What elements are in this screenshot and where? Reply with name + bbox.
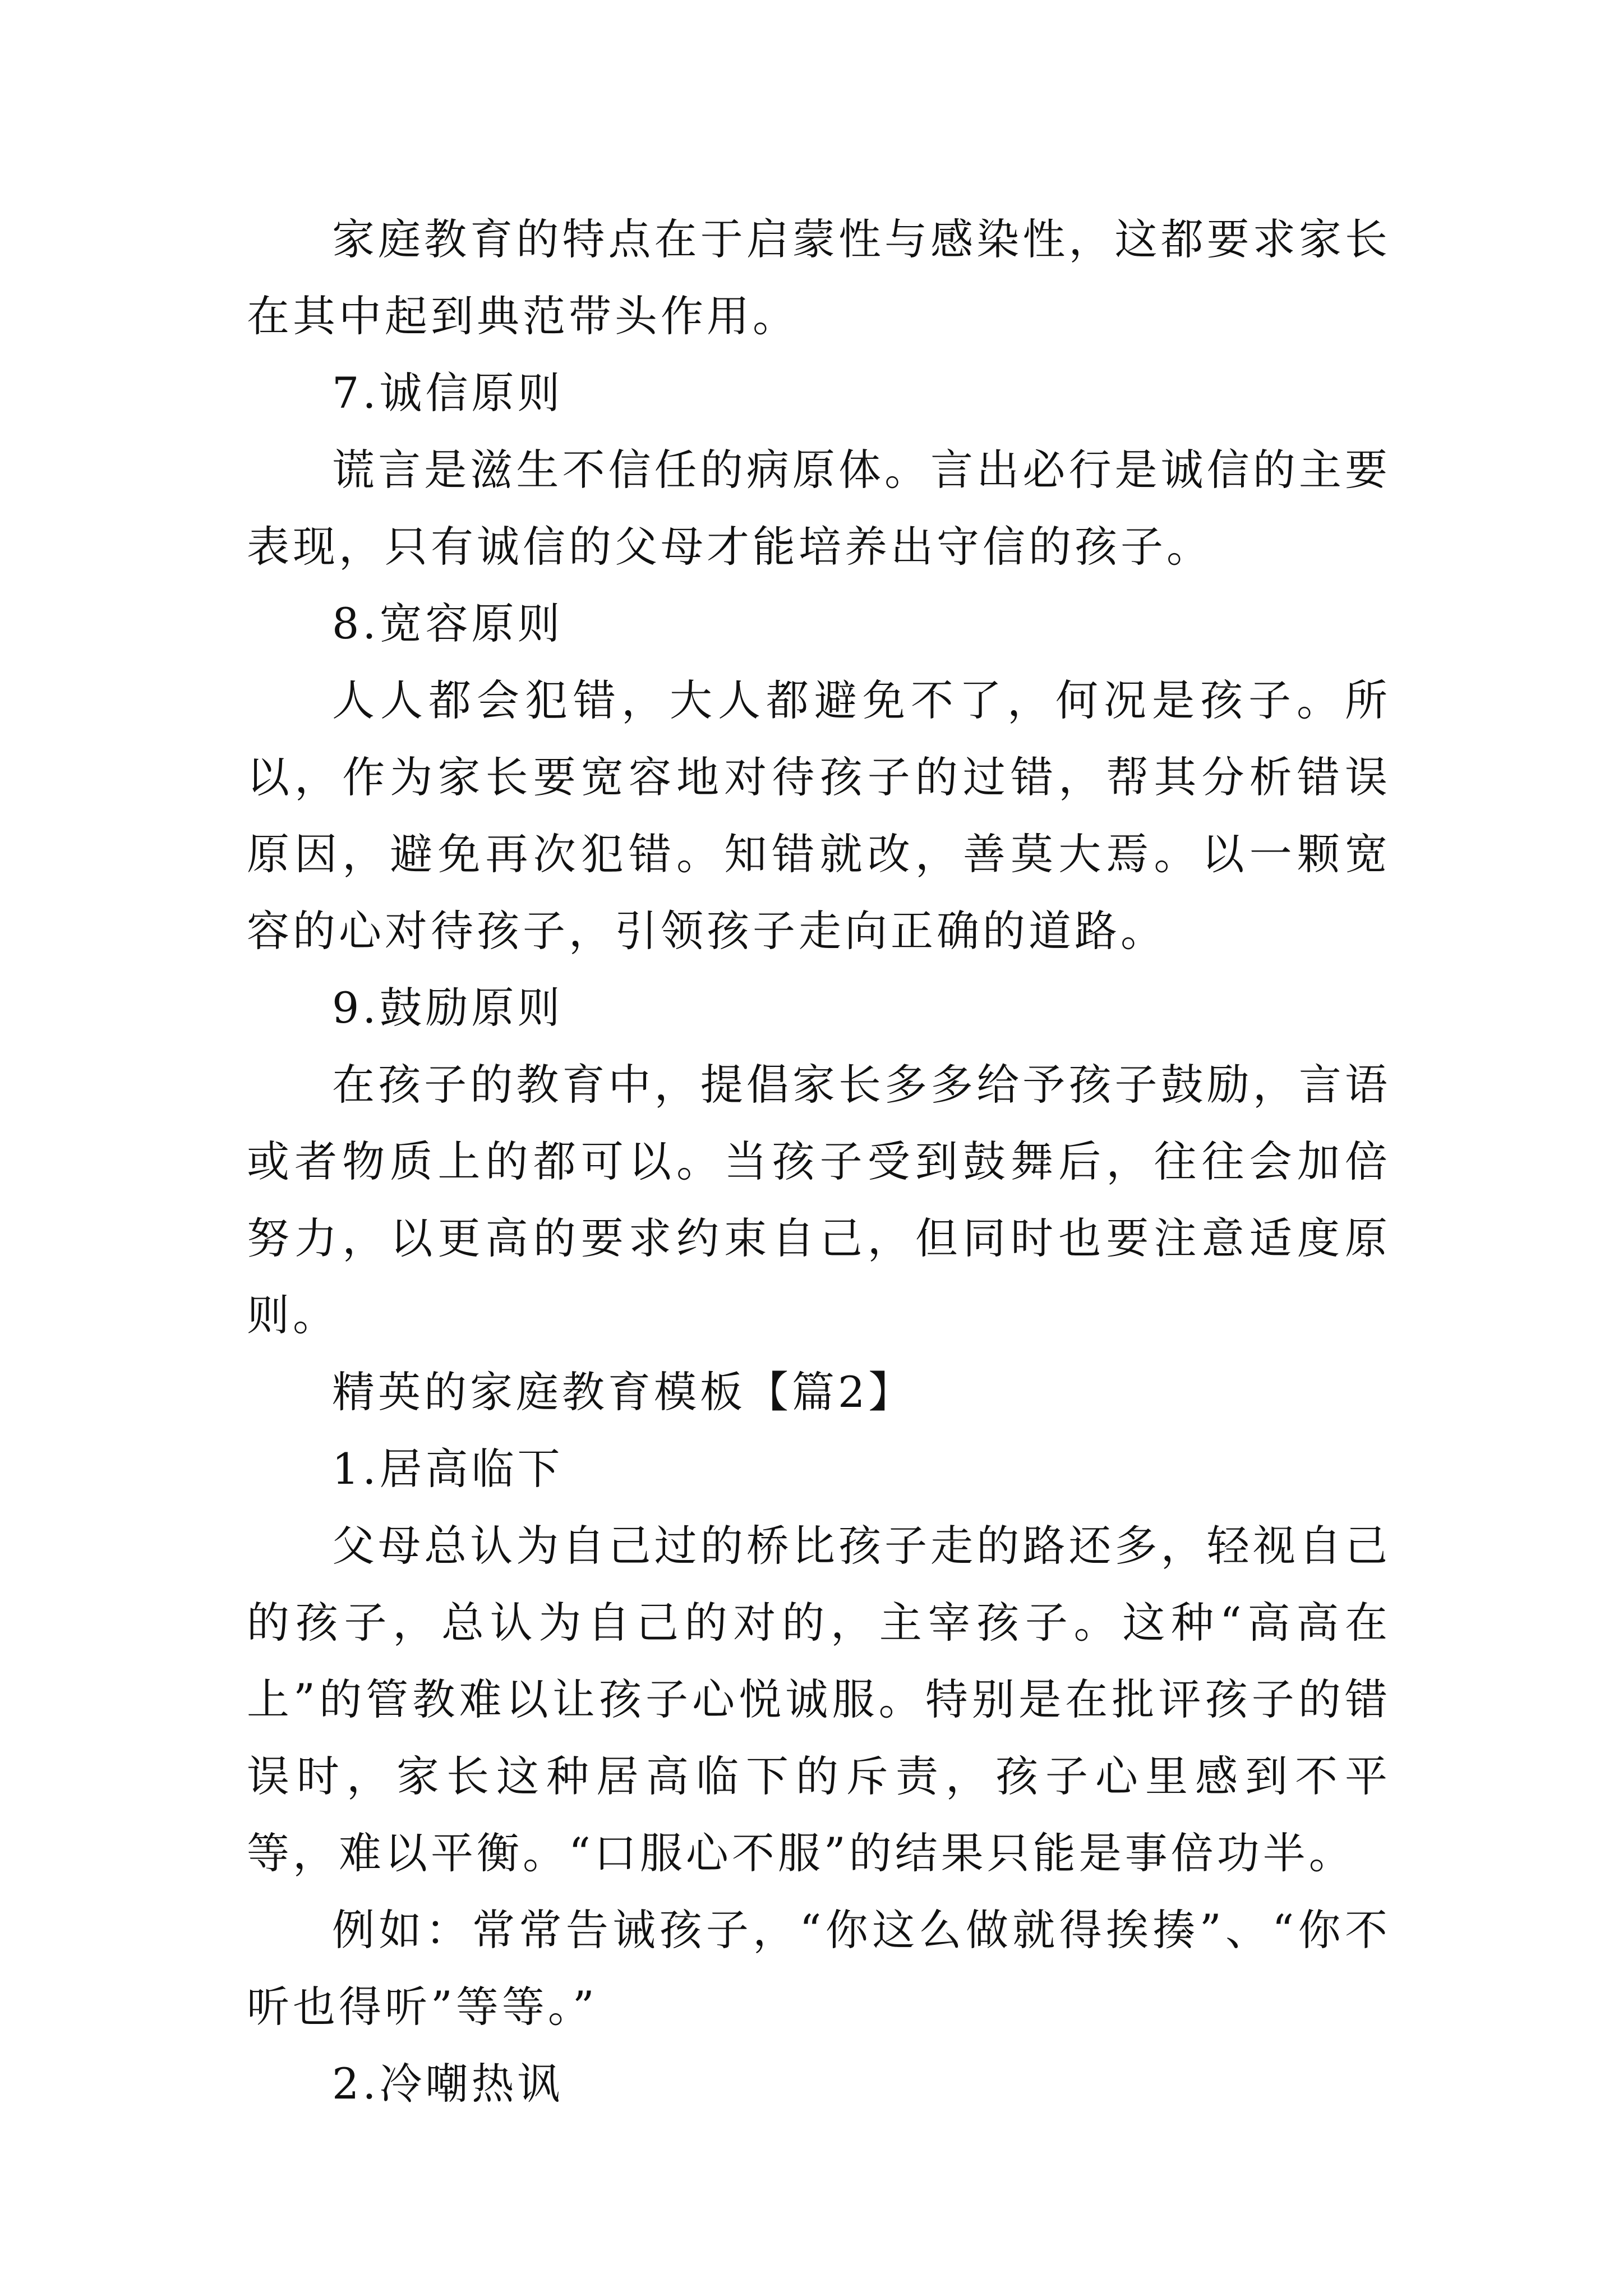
section-heading: 7.诚信原则: [332, 368, 564, 418]
section-heading: 1.居高临下: [332, 1444, 564, 1494]
section-heading: 9.鼓励原则: [332, 983, 564, 1033]
paragraph: 父母总认为自己过的桥比孩子走的路还多，轻视自己的孩子，总认为自己的对的，主宰孩子。这种“高高在上”的管教难以让孩子心悦诚服。特别是在批评孩子的错误时，家长这种居高临下的斥责，孩子心里感到不平等，难以平衡。“口服心不服”的结果只能是事倍功半。: [247, 1521, 1391, 1878]
section-heading: 2.冷嘲热讽: [332, 2059, 564, 2109]
paragraph: 家庭教育的特点在于启蒙性与感染性，这都要求家长在其中起到典范带头作用。: [247, 214, 1391, 341]
document-body: [247, 201, 1391, 2122]
paragraph: 谎言是滋生不信任的病原体。言出必行是诚信的主要表现，只有诚信的父母才能培养出守信的孩子。: [247, 445, 1391, 572]
paragraph: 人人都会犯错，大人都避免不了，何况是孩子。所以，作为家长要宽容地对待孩子的过错，帮其分析错误原因，避免再次犯错。知错就改，善莫大焉。以一颗宽容的心对待孩子，引领孩子走向正确的道路。: [247, 675, 1391, 956]
article-title: 精英的家庭教育模板【篇2】: [332, 1367, 915, 1417]
paragraph: 例如：常常告诫孩子，“你这么做就得挨揍”、“你不听也得听”等等。”: [247, 1905, 1391, 2032]
paragraph: 在孩子的教育中，提倡家长多多给予孩子鼓励，言语或者物质上的都可以。当孩子受到鼓舞后，往往会加倍努力，以更高的要求约束自己，但同时也要注意适度原则。: [247, 1060, 1391, 1340]
section-heading: 8.宽容原则: [332, 599, 564, 648]
